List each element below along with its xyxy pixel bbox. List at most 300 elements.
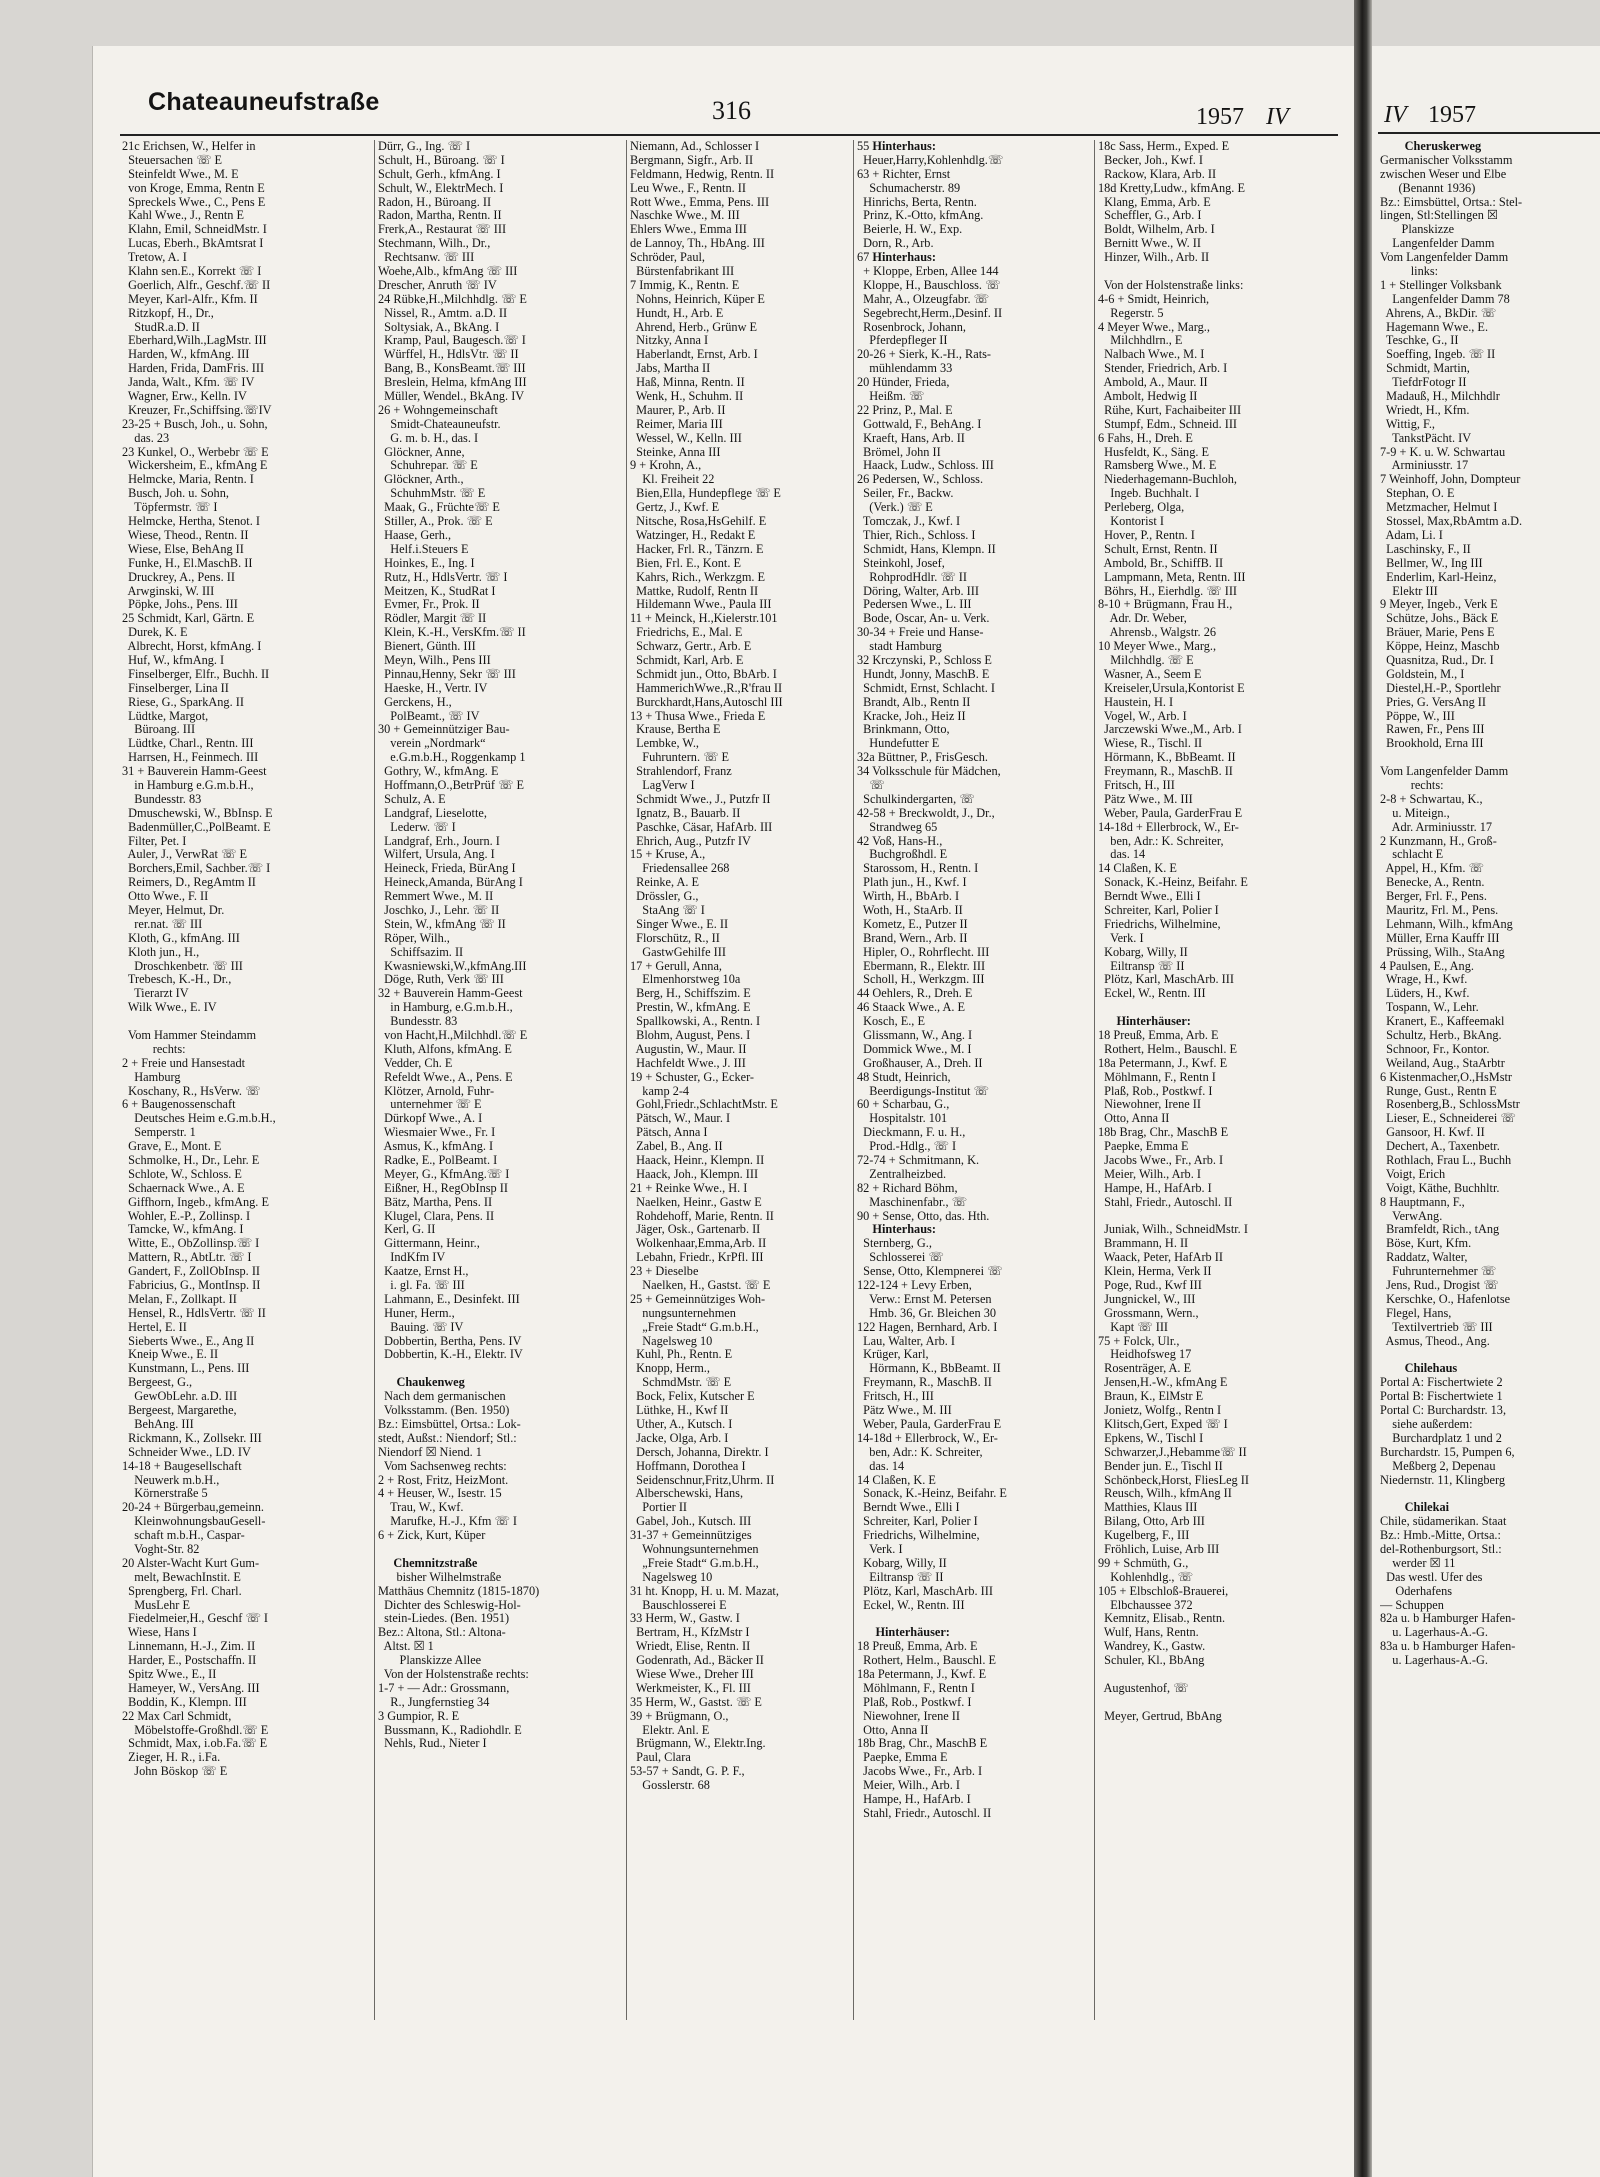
directory-line: Durek, K. E bbox=[122, 625, 188, 640]
directory-line: 7 Immig, K., Rentn. E bbox=[630, 277, 740, 292]
directory-line: das. 23 bbox=[122, 430, 170, 445]
directory-line: Dmuschewski, W., BbInsp. E bbox=[122, 805, 273, 820]
directory-line: 31 + Bauverein Hamm-Geest bbox=[122, 764, 267, 779]
directory-line bbox=[1098, 1210, 1350, 1224]
directory-line: Vedder, Ch. E bbox=[378, 1055, 453, 1070]
directory-line: Jacke, Olga, Arb. I bbox=[630, 1430, 729, 1445]
directory-line: Seiler, Fr., Backw. bbox=[857, 486, 954, 501]
directory-line: Nach dem germanischen bbox=[378, 1389, 506, 1404]
directory-line: Kaatze, Ernst H., bbox=[378, 1264, 469, 1279]
directory-line: Bez.: Altona, Stl.: Altona- bbox=[378, 1625, 506, 1640]
directory-line: 18 Preuß, Emma, Arb. E bbox=[1098, 1028, 1219, 1042]
directory-line: Stephan, O. E bbox=[1380, 486, 1455, 501]
directory-line: stadt Hamburg bbox=[857, 639, 942, 654]
directory-line: Möhlmann, F., Rentn I bbox=[857, 1680, 975, 1695]
directory-line: Bock, Felix, Kutscher E bbox=[630, 1389, 755, 1404]
directory-line: Germanischer Volksstamm bbox=[1380, 152, 1513, 167]
directory-line: Radon, Martha, Rentn. II bbox=[378, 208, 502, 223]
directory-line: Landgraf, Lieselotte, bbox=[378, 805, 487, 820]
directory-line: 32 Krczynski, P., Schloss E bbox=[857, 652, 992, 667]
directory-line bbox=[857, 1612, 1093, 1626]
directory-line: Hagemann Wwe., E. bbox=[1380, 319, 1489, 334]
directory-line: 7 Weinhoff, John, Dompteur bbox=[1380, 472, 1521, 487]
directory-line: Spitz Wwe., E., II bbox=[122, 1666, 217, 1681]
directory-line: Janda, Walt., Kfm. ☏ IV bbox=[122, 375, 255, 390]
directory-line: Albrecht, Horst, kfmAng. I bbox=[122, 639, 262, 654]
directory-line: Schnoor, Fr., Kontor. bbox=[1380, 1041, 1490, 1056]
directory-line: 34 Volksschule für Mädchen, bbox=[857, 764, 1001, 779]
directory-line: schaft m.b.H., Caspar- bbox=[122, 1528, 245, 1543]
directory-line: stein-Liedes. (Ben. 1951) bbox=[378, 1611, 510, 1626]
directory-line: Lüders, H., Kwf. bbox=[1380, 986, 1470, 1001]
directory-line: Paul, Clara bbox=[630, 1750, 691, 1765]
page-number: 316 bbox=[712, 96, 751, 125]
directory-line: 2 + Rost, Fritz, HeizMont. bbox=[378, 1472, 509, 1487]
directory-line: Schult, W., ElektrMech. I bbox=[378, 180, 504, 195]
directory-line: 82a u. b Hamburger Hafen- bbox=[1380, 1611, 1516, 1626]
directory-line: Raddatz, Walter, bbox=[1380, 1250, 1468, 1265]
directory-line: Eißner, H., RegObInsp II bbox=[378, 1180, 508, 1195]
directory-line: Ramsberg Wwe., M. E bbox=[1098, 458, 1217, 473]
directory-line: Rutz, H., HdlsVertr. ☏ I bbox=[378, 569, 508, 584]
directory-line: Wiesmaier Wwe., Fr. I bbox=[378, 1125, 496, 1140]
directory-line: Perleberg, Olga, bbox=[1098, 500, 1185, 515]
directory-line: Gittermann, Heinr., bbox=[378, 1236, 480, 1251]
header-year: 1957 bbox=[1196, 104, 1244, 130]
directory-line: Freymann, R., MaschB. II bbox=[857, 1375, 992, 1390]
directory-line: Juniak, Wilh., SchneidMstr. I bbox=[1098, 1222, 1248, 1237]
directory-line: Fiedelmeier,H., Geschf ☏ I bbox=[122, 1611, 269, 1626]
directory-line: Schuhrepar. ☏ E bbox=[378, 458, 478, 473]
directory-line: das. 14 bbox=[1098, 847, 1146, 862]
directory-line: Möhlmann, F., Rentn I bbox=[1098, 1069, 1216, 1084]
directory-line: Elmenhorstweg 10a bbox=[630, 972, 741, 987]
directory-line: TiefdrFotogr II bbox=[1380, 375, 1467, 390]
directory-line: SchuhmMstr. ☏ E bbox=[378, 486, 486, 501]
directory-line: Rott Wwe., Emma, Pens. III bbox=[630, 194, 770, 209]
directory-line: Maak, G., Früchte☏ E bbox=[378, 500, 500, 515]
directory-line: Ahrens, A., BkDir. ☏ bbox=[1380, 305, 1497, 320]
directory-line: Braun, K., ElMstr E bbox=[1098, 1389, 1204, 1404]
directory-line: 9 Meyer, Ingeb., Verk E bbox=[1380, 597, 1498, 612]
directory-line: Niendorf ☒ Niend. 1 bbox=[378, 1444, 482, 1459]
column-right-page bbox=[1380, 140, 1600, 1668]
directory-line: Steinke, Anna III bbox=[630, 444, 721, 459]
directory-line: Semperstr. 1 bbox=[122, 1125, 196, 1140]
directory-line: Meßberg 2, Depenau bbox=[1380, 1458, 1496, 1473]
directory-line: Frerk,A., Restaurat ☏ III bbox=[378, 222, 507, 237]
directory-line: Harrsen, H., Feinmech. III bbox=[122, 750, 259, 765]
directory-line: Haß, Minna, Rentn. II bbox=[630, 375, 745, 390]
directory-line: Jungnickel, W., III bbox=[1098, 1291, 1196, 1306]
directory-line: Bien,Ella, Hundepflege ☏ E bbox=[630, 486, 781, 501]
directory-line: Rühe, Kurt, Fachaibeiter III bbox=[1098, 402, 1242, 417]
directory-line: Heineck, Frieda, BürAng I bbox=[378, 861, 516, 876]
directory-line: Prestin, W., kfmAng. E bbox=[630, 1000, 751, 1015]
directory-line: 75 + Folck, Ulr., bbox=[1098, 1333, 1180, 1348]
directory-line: Bergeest, G., bbox=[122, 1375, 193, 1390]
directory-line: Schwarz, Gertr., Arb. E bbox=[630, 639, 752, 654]
directory-line: Koschany, R., HsVerw. ☏ bbox=[122, 1083, 261, 1098]
directory-line: Buchgroßhdl. E bbox=[857, 847, 948, 862]
directory-line: 39 + Brügmann, O., bbox=[630, 1708, 729, 1723]
directory-line: Mahr, A., Olzeugfabr. ☏ bbox=[857, 291, 990, 306]
directory-line: Ebermann, R., Elektr. III bbox=[857, 958, 986, 973]
directory-line: Sieberts Wwe., E., Ang II bbox=[122, 1333, 255, 1348]
directory-line: Kobarg, Willy, II bbox=[1098, 944, 1188, 959]
directory-line: u. Lagerhaus-A.-G. bbox=[1380, 1653, 1488, 1668]
directory-line: de Lannoy, Th., HbAng. III bbox=[630, 236, 765, 251]
directory-line: Lehmann, Wilh., kfmAng bbox=[1380, 916, 1513, 931]
directory-line: Starossom, H., Rentn. I bbox=[857, 861, 979, 876]
directory-line: Schmidt, Karl, Arb. E bbox=[630, 652, 744, 667]
directory-line: 4 + Heuser, W., Isestr. 15 bbox=[378, 1486, 502, 1501]
directory-line: 11 + Meinck, H.,Kielerstr.101 bbox=[630, 611, 778, 626]
directory-line: Otto, Anna II bbox=[857, 1722, 929, 1737]
directory-line: Trebesch, K.-H., Dr., bbox=[122, 972, 232, 987]
directory-line: Wohnungsunternehmen bbox=[630, 1541, 759, 1556]
directory-line: 4 Paulsen, E., Ang. bbox=[1380, 958, 1474, 973]
directory-line: TankstPächt. IV bbox=[1380, 430, 1472, 445]
directory-line: Harden, W., kfmAng. III bbox=[122, 347, 250, 362]
directory-line: Brookhold, Erna III bbox=[1380, 736, 1484, 751]
directory-line: StudR.a.D. II bbox=[122, 319, 200, 334]
directory-line: Schlosserei ☏ bbox=[857, 1250, 944, 1265]
directory-line: Grave, E., Mont. E bbox=[122, 1139, 222, 1154]
directory-line: Plath jun., H., Kwf. I bbox=[857, 875, 967, 890]
directory-line: Droschkenbetr. ☏ III bbox=[122, 958, 243, 973]
directory-line: Auler, J., VerwRat ☏ E bbox=[122, 847, 247, 862]
directory-line: Müller, Wendel., BkAng. IV bbox=[378, 389, 525, 404]
directory-line: lingen, Stl:Stellingen ☒ bbox=[1380, 208, 1498, 223]
directory-line: Schmidt, Hans, Klempn. II bbox=[857, 541, 996, 556]
directory-line: Berndt Wwe., Elli I bbox=[857, 1500, 960, 1515]
directory-line: Gansoor, H. Kwf. II bbox=[1380, 1125, 1485, 1140]
directory-line: Wiese, Theod., Rentn. II bbox=[122, 527, 249, 542]
directory-line: Sonack, K.-Heinz, Beifahr. E bbox=[1098, 875, 1248, 890]
directory-line: 15 + Kruse, A., bbox=[630, 847, 706, 862]
directory-line bbox=[1098, 1001, 1350, 1015]
directory-line: Lampmann, Meta, Rentn. III bbox=[1098, 569, 1246, 584]
directory-line: Berger, Frl. F., Pens. bbox=[1380, 889, 1487, 904]
directory-line: PolBeamt., ☏ IV bbox=[378, 708, 480, 723]
directory-line: Vom Hammer Steindamm bbox=[122, 1028, 257, 1042]
column-3 bbox=[630, 140, 850, 1793]
directory-line: Deutsches Heim e.G.m.b.H., bbox=[122, 1111, 276, 1126]
directory-line: Kluth, Alfons, kfmAng. E bbox=[378, 1041, 512, 1056]
directory-line: Reimer, Maria III bbox=[630, 416, 723, 431]
directory-line: Augustin, W., Maur. II bbox=[630, 1041, 747, 1056]
directory-line: Jens, Rud., Drogist ☏ bbox=[1380, 1278, 1499, 1293]
directory-line: Hundt, Jonny, MaschB. E bbox=[857, 666, 990, 681]
directory-line: Hospitalstr. 101 bbox=[857, 1111, 948, 1126]
right-year: 1957 bbox=[1428, 102, 1476, 128]
directory-line: Wagner, Erw., Kelln. IV bbox=[122, 389, 247, 404]
directory-line: KleinwohnungsbauGesell- bbox=[122, 1514, 266, 1529]
directory-line: Kerschke, O., Hafenlotse bbox=[1380, 1291, 1511, 1306]
directory-line: ben, Adr.: K. Schreiter, bbox=[857, 1444, 983, 1459]
directory-line: Asmus, Theod., Ang. bbox=[1380, 1333, 1490, 1348]
directory-line: Naelken, H., Gastst. ☏ E bbox=[630, 1278, 771, 1293]
directory-line: 6 + Zick, Kurt, Küper bbox=[378, 1528, 486, 1543]
directory-line: Kloth jun., H., bbox=[122, 944, 200, 959]
directory-line: Schuler, Kl., BbAng bbox=[1098, 1653, 1205, 1668]
directory-line: 122 Hagen, Bernhard, Arb. I bbox=[857, 1319, 998, 1334]
directory-line: Schmolke, H., Dr., Lehr. E bbox=[122, 1153, 260, 1168]
directory-line: Klang, Emma, Arb. E bbox=[1098, 194, 1211, 209]
directory-line: Giffhorn, Ingeb., kfmAng. E bbox=[122, 1194, 269, 1209]
directory-line: Wiese, Hans I bbox=[122, 1625, 197, 1640]
directory-line: Bauing. ☏ IV bbox=[378, 1319, 464, 1334]
directory-line: Otto, Anna II bbox=[1098, 1111, 1170, 1126]
directory-line: Watzinger, H., Redakt E bbox=[630, 527, 756, 542]
directory-line: Nitsche, Rosa,HsGehilf. E bbox=[630, 514, 767, 529]
directory-line: Mattke, Rudolf, Rentn II bbox=[630, 583, 759, 598]
directory-line bbox=[378, 1362, 622, 1376]
directory-line: Bundesstr. 83 bbox=[122, 791, 202, 806]
directory-line: 18 Preuß, Emma, Arb. E bbox=[857, 1639, 978, 1654]
directory-line: Husfeldt, K., Säng. E bbox=[1098, 444, 1210, 459]
directory-line: Ambold, A., Maur. II bbox=[1098, 375, 1208, 390]
directory-line: Plaß, Rob., Postkwf. I bbox=[1098, 1083, 1213, 1098]
directory-line: Krüger, Karl, bbox=[857, 1347, 929, 1362]
directory-line: Hameyer, W., VersAng. III bbox=[122, 1680, 260, 1695]
directory-line: Brandt, Alb., Rentn II bbox=[857, 694, 971, 709]
directory-line: Friedrichs, E., Mal. E bbox=[630, 625, 743, 640]
directory-line: 32a Büttner, P., FrisGesch. bbox=[857, 750, 989, 765]
directory-line: Heißm. ☏ bbox=[857, 389, 925, 404]
directory-line: Chile, südamerikan. Staat bbox=[1380, 1514, 1507, 1529]
directory-line: Nehls, Rud., Nieter I bbox=[378, 1736, 487, 1751]
directory-line: Jarczewski Wwe.,M., Arb. I bbox=[1098, 722, 1242, 737]
directory-line: Hoffmann,O.,BetrPrüf ☏ E bbox=[378, 777, 524, 792]
directory-line: Ignatz, B., Bauarb. II bbox=[630, 805, 741, 820]
directory-line: Stiller, A., Prok. ☏ E bbox=[378, 514, 493, 529]
directory-line: 2 + Freie und Hansestadt bbox=[122, 1055, 246, 1070]
directory-line: Kneip Wwe., E. II bbox=[122, 1347, 219, 1362]
directory-line: Arwginski, W. III bbox=[122, 583, 215, 598]
directory-line: Klahn, Emil, SchneidMstr. I bbox=[122, 222, 267, 237]
directory-line: Kuhl, Ph., Rentn. E bbox=[630, 1347, 733, 1362]
directory-line: Glöckner, Anne, bbox=[378, 444, 465, 459]
directory-line: Milchhdlg. ☏ E bbox=[1098, 652, 1194, 667]
directory-line: Nalbach Wwe., M. I bbox=[1098, 347, 1205, 362]
directory-line: 30 + Gemeinnütziger Bau- bbox=[378, 722, 510, 737]
directory-line: Matthäus Chemnitz (1815-1870) bbox=[378, 1583, 540, 1598]
directory-line: Scholl, H., Werkzgm. III bbox=[857, 972, 985, 987]
directory-line: 2 Kunzmann, H., Groß- bbox=[1380, 833, 1497, 848]
directory-line: Rechtsanw. ☏ III bbox=[378, 250, 475, 265]
directory-line: Diestel,H.-P., Sportlehr bbox=[1380, 680, 1501, 695]
directory-line: von Hacht,H.,Milchhdl.☏ E bbox=[378, 1028, 528, 1042]
directory-line: 30-34 + Freie und Hanse- bbox=[857, 625, 984, 640]
directory-line: Harder, E., Postschaffn. II bbox=[122, 1653, 257, 1668]
directory-line: Paepke, Emma E bbox=[857, 1750, 948, 1765]
directory-line: Zieger, H. R., i.Fa. bbox=[122, 1750, 221, 1765]
directory-line: Brand, Wern., Arb. II bbox=[857, 930, 968, 945]
directory-line: Schulz, A. E bbox=[378, 791, 446, 806]
directory-line: Vogel, W., Arb. I bbox=[1098, 708, 1187, 723]
directory-line: Hampe, H., HafArb. I bbox=[857, 1791, 971, 1806]
directory-line: Portal A: Fischertwiete 2 bbox=[1380, 1375, 1503, 1390]
directory-line: Helmcke, Maria, Rentn. I bbox=[122, 472, 254, 487]
column-2 bbox=[378, 140, 622, 1751]
directory-line: Zentralheizbed. bbox=[857, 1166, 947, 1181]
directory-line: Weiland, Aug., StaArbtr bbox=[1380, 1055, 1505, 1070]
directory-line: 99 + Schmüth, G., bbox=[1098, 1555, 1189, 1570]
directory-line: Gottwald, F., BehAng. I bbox=[857, 416, 982, 431]
directory-line: Voigt, Käthe, Buchhltr. bbox=[1380, 1180, 1500, 1195]
directory-line: Körnerstraße 5 bbox=[122, 1486, 208, 1501]
directory-line: Elektr III bbox=[1380, 583, 1438, 598]
directory-line: Lüdtke, Margot, bbox=[122, 708, 209, 723]
directory-line: SchmdMstr. ☏ E bbox=[630, 1375, 732, 1390]
directory-line: Marufke, H.-J., Kfm ☏ I bbox=[378, 1514, 518, 1529]
directory-line: Sense, Otto, Klempnerei ☏ bbox=[857, 1264, 1003, 1279]
directory-line: u. Lagerhaus-A.-G. bbox=[1380, 1625, 1488, 1640]
directory-line: Melan, F., Zollkapt. II bbox=[122, 1291, 237, 1306]
directory-line: VerwAng. bbox=[1380, 1208, 1443, 1223]
column-divider bbox=[1094, 140, 1095, 2020]
directory-line: Maschinenfabr., ☏ bbox=[857, 1194, 967, 1209]
directory-line: Woth, H., StaArb. II bbox=[857, 902, 963, 917]
directory-line: Voght-Str. 82 bbox=[122, 1541, 200, 1556]
directory-line: Tospann, W., Lehr. bbox=[1380, 1000, 1479, 1015]
directory-line: Schlote, W., Schloss. E bbox=[122, 1166, 242, 1181]
directory-line: Wriedt, H., Kfm. bbox=[1380, 402, 1470, 417]
directory-line: 82 + Richard Böhm, bbox=[857, 1180, 958, 1195]
directory-line: Bramfeldt, Rich., tAng bbox=[1380, 1222, 1500, 1237]
directory-line: Radke, E., PolBeamt. I bbox=[378, 1153, 498, 1168]
directory-line: Kracke, Joh., Heiz II bbox=[857, 708, 966, 723]
directory-line: Gosslerstr. 68 bbox=[630, 1778, 710, 1793]
directory-line: Wenk, H., Schuhm. II bbox=[630, 389, 744, 404]
directory-line: 3 Gumpior, R. E bbox=[378, 1708, 460, 1723]
directory-line: Weber, Paula, GarderFrau E bbox=[1098, 805, 1243, 820]
right-volume-number: IV bbox=[1384, 102, 1407, 128]
directory-line: Bode, Oscar, An- u. Verk. bbox=[857, 611, 990, 626]
directory-line: Dersch, Johanna, Direktr. I bbox=[630, 1444, 769, 1459]
directory-line: Lieser, E., Schneiderei ☏ bbox=[1380, 1111, 1516, 1126]
directory-line: Adr. Dr. Weber, bbox=[1098, 611, 1187, 626]
directory-line: Mauritz, Frl. M., Pens. bbox=[1380, 902, 1499, 917]
directory-line: Rosenbrock, Johann, bbox=[857, 319, 966, 334]
directory-line: Bender jun. E., Tischl II bbox=[1098, 1458, 1223, 1473]
directory-line: 122-124 + Levy Erben, bbox=[857, 1278, 972, 1293]
directory-line: Radon, H., Büroang. II bbox=[378, 194, 492, 209]
directory-line: Nissel, R., Amtm. a.D. II bbox=[378, 305, 508, 320]
directory-line: 35 Herm, W., Gastst. ☏ E bbox=[630, 1694, 762, 1709]
directory-line: bisher Wilhelmstraße bbox=[378, 1569, 502, 1584]
directory-line: 4 Meyer Wwe., Marg., bbox=[1098, 319, 1210, 334]
directory-line: Gohl,Friedr.,SchlachtMstr. E bbox=[630, 1097, 778, 1112]
directory-line: Meitzen, K., StudRat I bbox=[378, 583, 496, 598]
directory-line: Paschke, Cäsar, HafArb. III bbox=[630, 819, 773, 834]
directory-line: Remmert Wwe., M. II bbox=[378, 889, 494, 904]
directory-line: ☏ bbox=[857, 777, 885, 792]
directory-line: Pätsch, Anna I bbox=[630, 1125, 708, 1140]
directory-line: Soltysiak, A., BkAng. I bbox=[378, 319, 500, 334]
directory-line: Drescher, Anruth ☏ IV bbox=[378, 277, 497, 292]
directory-line: Tomczak, J., Kwf. I bbox=[857, 514, 961, 529]
directory-line: 14-18d + Ellerbrock, W., Er- bbox=[1098, 819, 1239, 834]
directory-line: Goldstein, M., I bbox=[1380, 666, 1465, 681]
directory-line: Jacobs Wwe., Fr., Arb. I bbox=[857, 1764, 983, 1779]
directory-line: Laschinsky, F., II bbox=[1380, 541, 1471, 556]
directory-line: Schult, H., Büroang. ☏ I bbox=[378, 152, 505, 167]
directory-line: Schwarzer,J.,Hebamme☏ II bbox=[1098, 1444, 1247, 1459]
directory-line: 1-7 + — Adr.: Grossmann, bbox=[378, 1680, 510, 1695]
directory-line: Pries, G. VersAng II bbox=[1380, 694, 1486, 709]
directory-line: Strandweg 65 bbox=[857, 819, 938, 834]
directory-line: Scheffler, G., Arb. I bbox=[1098, 208, 1202, 223]
directory-line bbox=[1380, 1487, 1600, 1501]
directory-line: Schönbeck,Horst, FliesLeg II bbox=[1098, 1472, 1249, 1487]
directory-line: 60 + Scharbau, G., bbox=[857, 1097, 950, 1112]
directory-line: Kohlenhdlg., ☏ bbox=[1098, 1569, 1193, 1584]
directory-line: Jonietz, Wolfg., Rentn I bbox=[1098, 1403, 1222, 1418]
directory-line: Madauß, H., Milchhdlr bbox=[1380, 389, 1500, 404]
directory-line: Berndt Wwe., Elli I bbox=[1098, 889, 1201, 904]
directory-line: Meyer, G., KfmAng.☏ I bbox=[378, 1166, 510, 1181]
directory-line: Kahrs, Rich., Werkzgm. E bbox=[630, 569, 766, 584]
directory-line: 33 Herm, W., Gastw. I bbox=[630, 1611, 740, 1626]
directory-line: Lucas, Eberh., BkAmtsrat I bbox=[122, 236, 264, 251]
directory-line: werder ☒ 11 bbox=[1380, 1555, 1456, 1570]
directory-line: 9 + Krohn, A., bbox=[630, 458, 702, 473]
directory-line: rer.nat. ☏ III bbox=[122, 916, 203, 931]
directory-line: Glissmann, W., Ang. I bbox=[857, 1028, 973, 1042]
directory-line: Rohdehoff, Marie, Rentn. II bbox=[630, 1208, 774, 1223]
directory-line: siehe außerdem: bbox=[1380, 1416, 1473, 1431]
directory-line: Goerlich, Alfr., Geschf.☏ II bbox=[122, 277, 271, 292]
directory-line: 8-10 + Brügmann, Frau H., bbox=[1098, 597, 1233, 612]
directory-line: von Kroge, Emma, Rentn E bbox=[122, 180, 265, 195]
directory-line: „Freie Stadt“ G.m.b.H., bbox=[630, 1319, 759, 1334]
directory-line: Leu Wwe., F., Rentn. II bbox=[630, 180, 746, 195]
directory-line: 10 Meyer Wwe., Marg., bbox=[1098, 639, 1217, 654]
directory-line: Kemnitz, Elisab., Rentn. bbox=[1098, 1611, 1226, 1626]
directory-line: Pätsch, W., Maur. I bbox=[630, 1111, 731, 1126]
directory-line: Klugel, Clara, Pens. II bbox=[378, 1208, 495, 1223]
directory-line: Kapt ☏ III bbox=[1098, 1319, 1169, 1334]
directory-line: Lembke, W., bbox=[630, 736, 699, 751]
directory-line: Nohns, Heinrich, Küper E bbox=[630, 291, 765, 306]
directory-line: Bergmann, Sigfr., Arb. II bbox=[630, 152, 754, 167]
directory-line: Hacker, Frl. R., Tänzrn. E bbox=[630, 541, 764, 556]
directory-line: Wasner, A., Seem E bbox=[1098, 666, 1202, 681]
directory-line: Smidt-Chateauneufstr. bbox=[378, 416, 501, 431]
directory-line: 23-25 + Busch, Joh., u. Sohn, bbox=[122, 416, 268, 431]
directory-line bbox=[1098, 1668, 1350, 1682]
directory-line: Thier, Rich., Schloss. I bbox=[857, 527, 976, 542]
directory-line: Pedersen Wwe., L. III bbox=[857, 597, 972, 612]
directory-line: 25 + Gemeinnütziges Woh- bbox=[630, 1291, 766, 1306]
directory-line: Portier II bbox=[630, 1500, 688, 1515]
directory-line: Fabricius, G., MontInsp. II bbox=[122, 1278, 261, 1293]
directory-line: 72-74 + Schmitmann, K. bbox=[857, 1153, 980, 1168]
directory-line: Stein, W., kfmAng ☏ II bbox=[378, 916, 506, 931]
directory-line: Wessel, W., Kelln. III bbox=[630, 430, 742, 445]
directory-line: (Benannt 1936) bbox=[1380, 180, 1476, 195]
directory-line: Fuhruntern. ☏ E bbox=[630, 750, 730, 765]
directory-line: mühlendamm 33 bbox=[857, 361, 953, 376]
directory-line: 14 Claßen, K. E bbox=[857, 1472, 936, 1487]
directory-line: u. Miteign., bbox=[1380, 805, 1450, 820]
directory-line: Florschütz, R., II bbox=[630, 930, 720, 945]
directory-line: GewObLehr. a.D. III bbox=[122, 1389, 238, 1404]
directory-line: Glöckner, Arth., bbox=[378, 472, 464, 487]
